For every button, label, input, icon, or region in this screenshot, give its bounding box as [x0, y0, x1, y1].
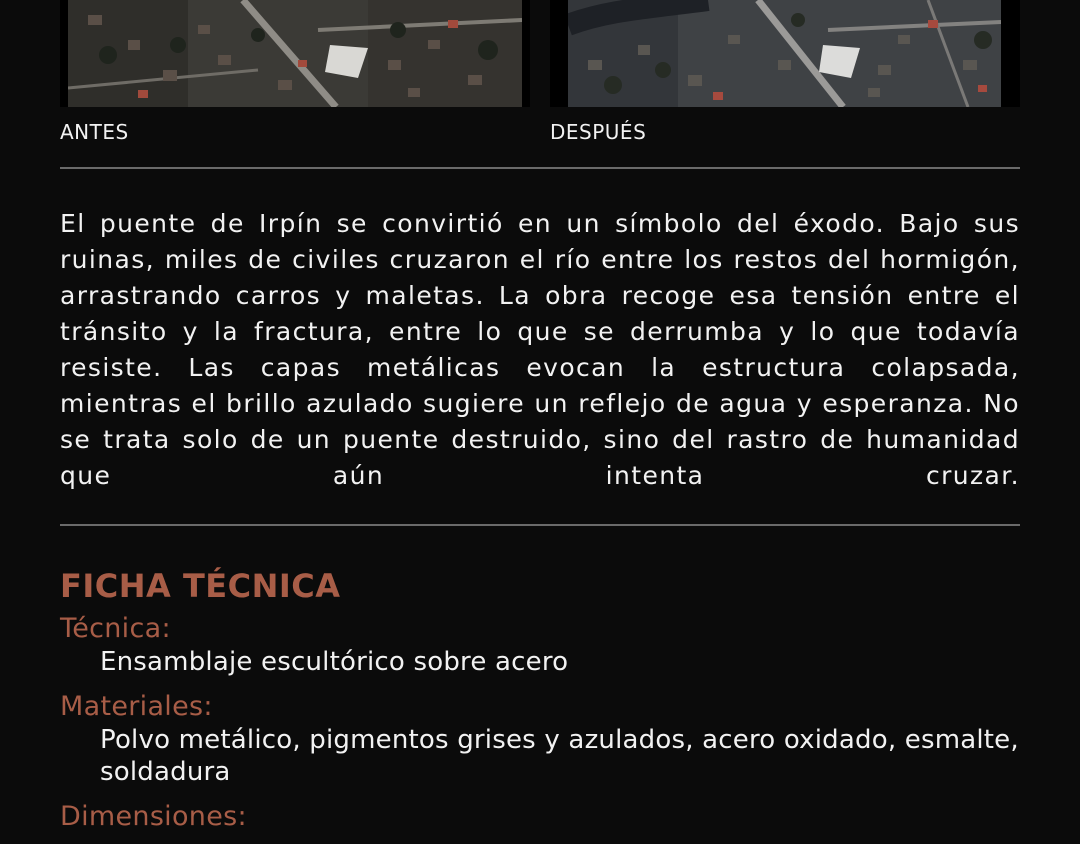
satellite-image-after[interactable] [550, 0, 1020, 107]
satellite-image-before[interactable] [60, 0, 530, 107]
divider [60, 524, 1020, 526]
before-after-comparison [60, 0, 1020, 150]
technique-field [60, 612, 1080, 678]
artwork-description: El puente de Irpín se convirtió en un símbolo del éxodo. Bajo sus ruinas, miles de civiles cruzaron el río entre los restos del hormigón, arrastrando carros y maletas. La obra recoge esa tensión entre el tránsito y la fractura, entre lo que se derrumba y lo que todavía resiste. Las capas metálicas evocan la estructura colapsada, mientras el brillo azulado sugiere un reflejo de agua y esperanza. No se trata solo de un puente destruido, sino del rastro de humanidad que aún intenta cruzar. [60, 209, 1020, 490]
dimensions-field [60, 800, 1080, 834]
technical-sheet [60, 564, 1080, 834]
technique-value: Ensamblaje escultórico sobre acero [100, 647, 569, 677]
technical-sheet-title: FICHA TÉCNICA [60, 567, 341, 605]
technique-label: Técnica: [60, 613, 171, 644]
materials-field [60, 690, 1080, 788]
dimensions-label: Dimensiones: [60, 801, 247, 832]
divider [60, 167, 1020, 169]
before-caption: ANTES [60, 120, 129, 144]
materials-value: Polvo metálico, pigmentos grises y azulados, acero oxidado, esmalte, soldadura [100, 725, 1019, 787]
after-caption: DESPUÉS [550, 120, 647, 144]
materials-label: Materiales: [60, 691, 213, 722]
